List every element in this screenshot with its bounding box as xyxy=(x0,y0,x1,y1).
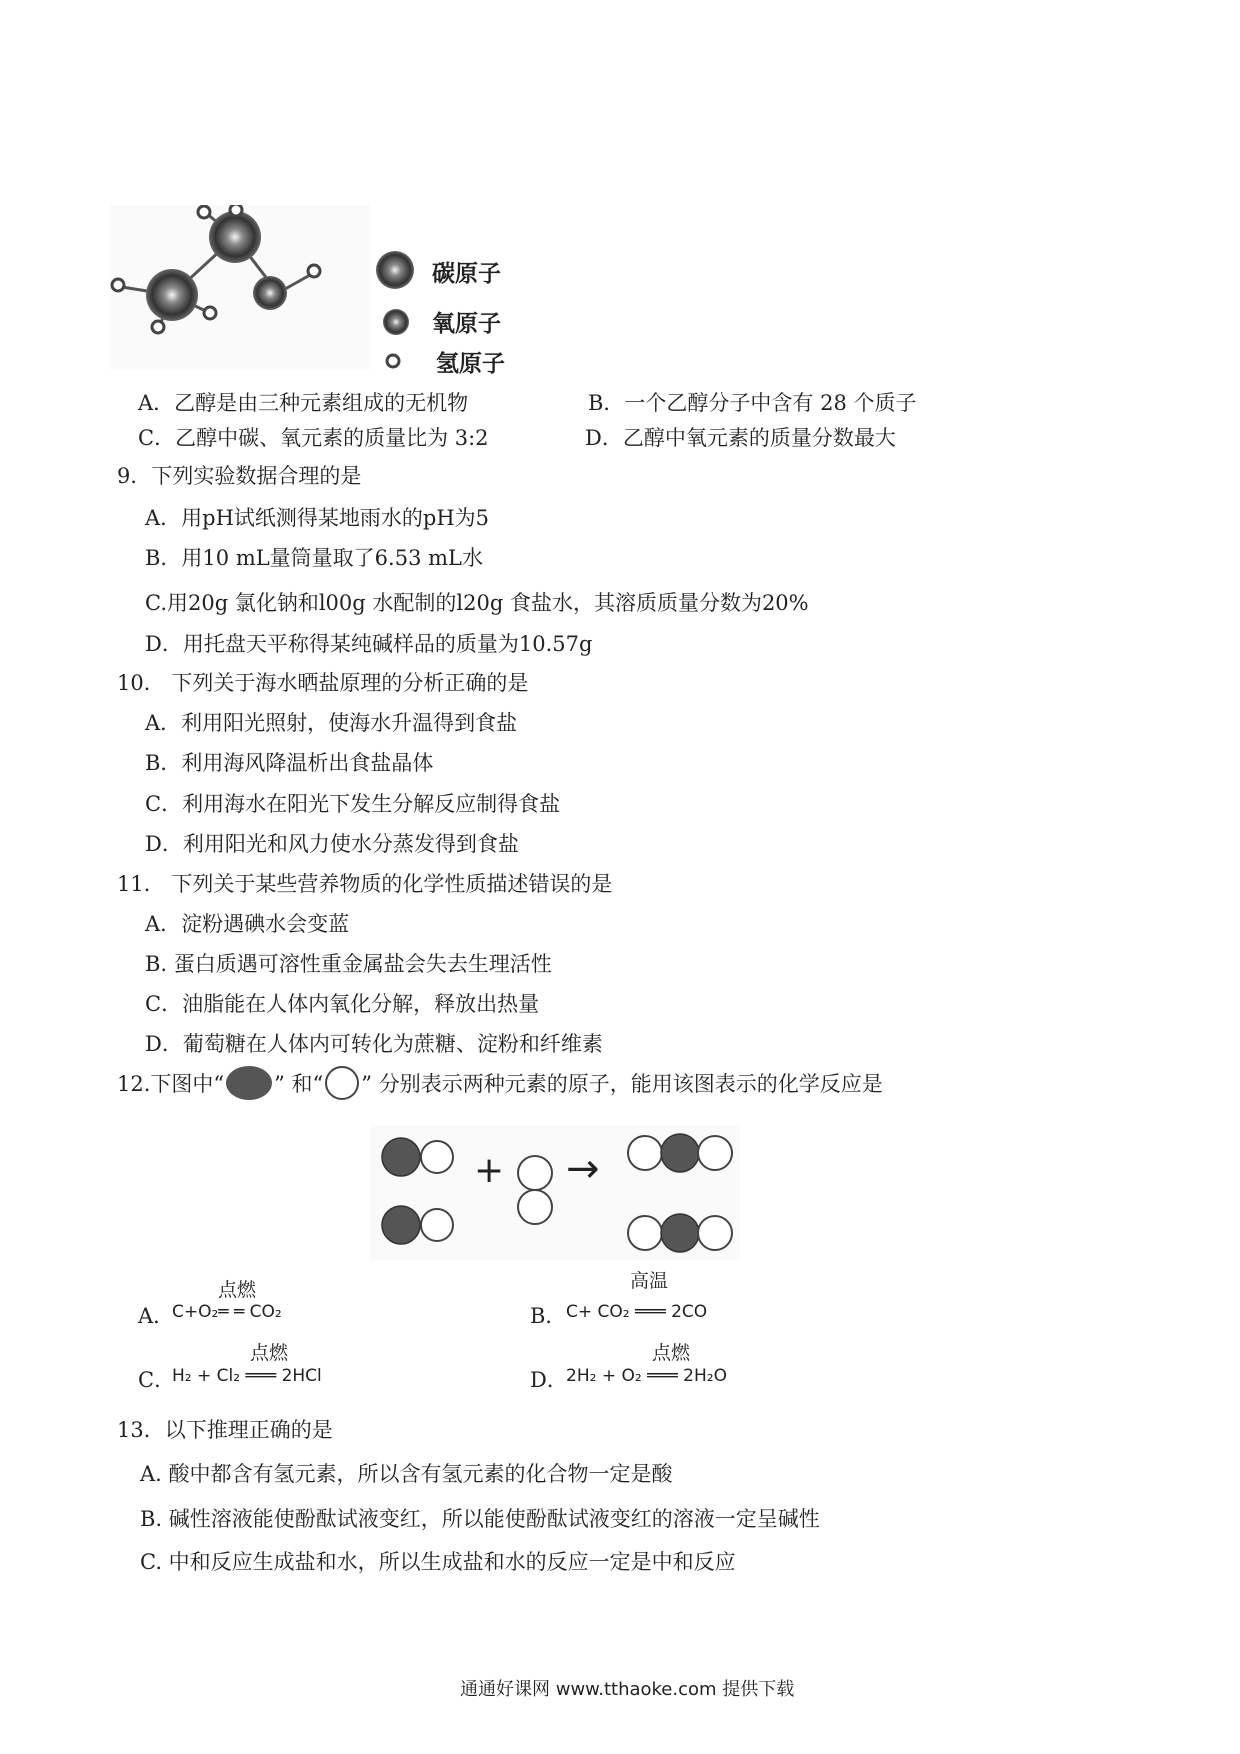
legend-hydrogen-label: 氢原子 xyxy=(436,351,505,377)
q12-option-a-label: A． xyxy=(138,1304,175,1328)
q12-option-b-condition: 高温 xyxy=(630,1270,669,1292)
q12-stem-mid: ” 和“ xyxy=(274,1072,324,1096)
q9-option-b: B．用10 mL量筒量取了6.53 mL水 xyxy=(145,546,483,570)
q11-option-b: B. 蛋白质遇可溶性重金属盐会失去生理活性 xyxy=(145,952,552,976)
reaction-diagram xyxy=(370,1125,740,1260)
q9-option-a: A．用pH试纸测得某地雨水的pH为5 xyxy=(145,506,490,530)
q12-option-a-condition: 点燃 xyxy=(218,1279,257,1301)
q12-stem xyxy=(117,1064,883,1102)
q10-option-a: A．利用阳光照射，使海水升温得到食盐 xyxy=(145,711,518,735)
co2-molecule-product xyxy=(628,1134,732,1172)
q10-option-d: D．利用阳光和风力使水分蒸发得到食盐 xyxy=(145,832,519,856)
q11-option-a: A．淀粉遇碘水会变蓝 xyxy=(145,912,350,936)
q12-option-b-label: B． xyxy=(530,1304,567,1328)
q12-option-d-equation: 2H₂ + O₂ ═══ 2H₂O xyxy=(566,1366,727,1386)
legend-carbon-label: 碳原子 xyxy=(432,261,501,287)
q12-option-a-equation: C+O₂═ ═ CO₂ xyxy=(172,1302,282,1322)
q11-stem: 11． 下列关于某些营养物质的化学性质描述错误的是 xyxy=(117,872,613,896)
carbon-atom xyxy=(146,269,198,321)
hydrogen-atom xyxy=(308,265,320,277)
hydrogen-atom xyxy=(198,206,210,218)
q12-stem-suffix: ” 分别表示两种元素的原子，能用该图表示的化学反应是 xyxy=(361,1072,883,1096)
q9-option-d: D．用托盘天平称得某纯碱样品的质量为10.57g xyxy=(145,632,593,656)
hydrogen-atom xyxy=(230,205,242,216)
q12-option-d-label: D． xyxy=(530,1368,568,1392)
q11-option-c: C．油脂能在人体内氧化分解，释放出热量 xyxy=(145,992,540,1016)
ethanol-molecule-figure xyxy=(110,205,370,370)
q12-option-c-label: C． xyxy=(138,1368,176,1392)
plus-sign: + xyxy=(474,1150,505,1191)
q8-option-c: C．乙醇中碳、氧元素的质量比为 3:2 xyxy=(138,426,489,450)
footer-source: 通通好课网 www.tthaoke.com 提供下载 xyxy=(460,1679,795,1700)
q11-option-d: D．葡萄糖在人体内可转化为蔗糖、淀粉和纤维素 xyxy=(145,1032,603,1056)
hydrogen-atom xyxy=(112,279,124,291)
legend-carbon-atom-icon xyxy=(373,248,417,296)
q12-option-c-condition: 点燃 xyxy=(250,1342,289,1364)
oxygen-atom xyxy=(253,276,287,310)
white-atom-icon xyxy=(323,1064,361,1102)
reaction-arrow: → xyxy=(566,1146,600,1192)
q8-option-d: D．乙醇中氧元素的质量分数最大 xyxy=(585,426,896,450)
q12-option-c-equation: H₂ + Cl₂ ═══ 2HCl xyxy=(172,1366,322,1386)
q13-option-b: B. 碱性溶液能使酚酞试液变红，所以能使酚酞试液变红的溶液一定呈碱性 xyxy=(140,1507,820,1531)
q12-option-d-condition: 点燃 xyxy=(652,1342,691,1364)
q13-option-c: C. 中和反应生成盐和水，所以生成盐和水的反应一定是中和反应 xyxy=(140,1550,736,1574)
legend-oxygen-label: 氧原子 xyxy=(432,311,501,337)
q12-option-b-equation: C+ CO₂ ═══ 2CO xyxy=(566,1302,708,1322)
q8-option-b: B．一个乙醇分子中含有 28 个质子 xyxy=(588,391,917,415)
q9-stem: 9．下列实验数据合理的是 xyxy=(117,464,362,488)
dark-atom-icon xyxy=(224,1065,274,1101)
q13-stem: 13．以下推理正确的是 xyxy=(117,1418,333,1442)
co2-molecule-product xyxy=(628,1214,732,1252)
hydrogen-atom xyxy=(152,321,164,333)
q12-stem-prefix: 12.下图中“ xyxy=(117,1072,225,1096)
carbon-atom xyxy=(209,211,261,263)
q9-option-c: C.用20g 氯化钠和l00g 水配制的l20g 食盐水，其溶质质量分数为20% xyxy=(145,591,809,615)
legend-oxygen-atom-icon xyxy=(380,306,412,342)
q8-option-a: A．乙醇是由三种元素组成的无机物 xyxy=(138,391,469,415)
q13-option-a: A. 酸中都含有氢元素，所以含有氢元素的化合物一定是酸 xyxy=(140,1462,673,1486)
q10-option-b: B．利用海风降温析出食盐晶体 xyxy=(145,751,434,775)
legend-hydrogen-atom-icon xyxy=(384,352,402,374)
q10-stem: 10． 下列关于海水晒盐原理的分析正确的是 xyxy=(117,671,529,695)
hydrogen-atom xyxy=(204,307,216,319)
q10-option-c: C．利用海水在阳光下发生分解反应制得食盐 xyxy=(145,792,561,816)
